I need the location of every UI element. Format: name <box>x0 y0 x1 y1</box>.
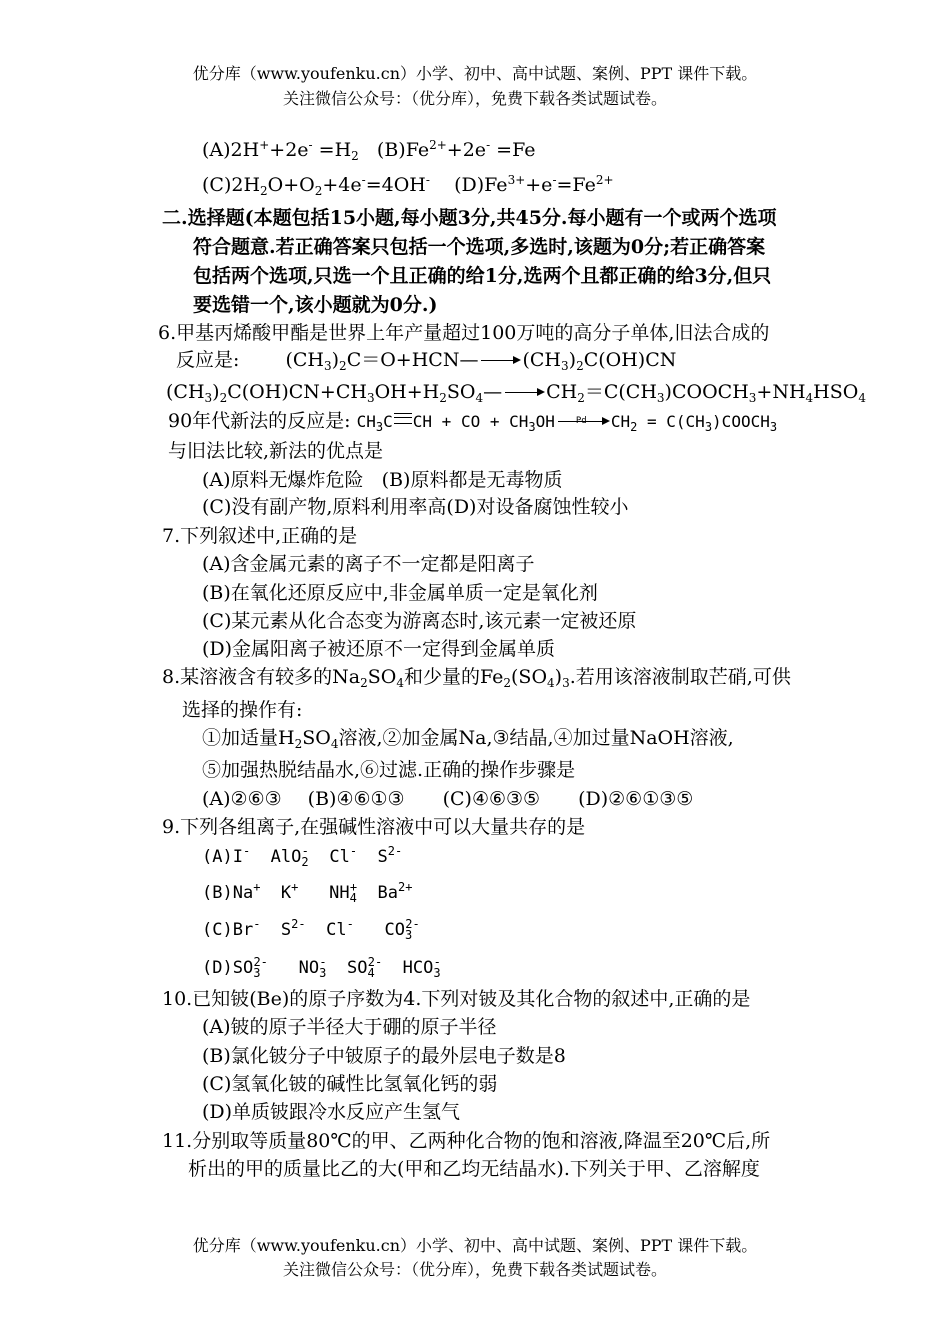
q9-option-a-label: (A) <box>202 847 233 867</box>
reaction-arrow-icon <box>505 392 543 393</box>
q8-stem-part-3: .若用该溶液制取芒硝,可供 <box>569 666 791 688</box>
q9-option-c: (C)Br- $S^{2-}$ Cl- $CO_3^{2-}$ <box>202 917 420 942</box>
q5-option-row-cd <box>202 172 614 198</box>
q9-option-a: (A)I- AlO$_2$- Cl- $S^{2-}$ <box>202 844 403 869</box>
q7-option-b: (B)在氧化还原反应中,非金属单质一定是氧化剂 <box>202 582 598 604</box>
q8-options <box>202 786 693 812</box>
q8-operations-1a: ①加适量 <box>202 727 279 749</box>
q8-stem-part-2: 和少量的 <box>403 666 480 688</box>
q6-option-row-cd <box>202 494 628 520</box>
q5-option-a: $(A)2H^++2e^- =H_2$ <box>202 138 359 163</box>
q6-option-d: (D)对设备腐蚀性较小 <box>446 496 629 518</box>
q5-option-b: $(B)Fe^{2+}+2e^- =Fe$ <box>376 138 536 161</box>
q9-option-d: $(D)SO_3^{2-}$ $NO_3^-$ $SO_4^{2-}$ $HCO_3^-$ <box>202 955 441 980</box>
q8-option-a: (A)②⑥③ <box>202 788 282 810</box>
q7-stem: 7.下列叙述中,正确的是 <box>162 525 358 547</box>
q5-option-c: $(C)2H_2O+O_2+4e^-=4OH^-$ <box>202 173 430 198</box>
q11-stem-2: 析出的甲的质量比乙的大(甲和乙均无结晶水).下列关于甲、乙溶解度 <box>188 1158 760 1180</box>
q10-option-d: (D)单质铍跟冷水反应产生氢气 <box>202 1101 461 1123</box>
catalyst-arrow-icon <box>558 416 608 426</box>
section-2-instructions-1: 二.选择题(本题包括15小题,每小题3分,共45分.每小题有一个或两个选项 <box>162 207 777 229</box>
q8-operations-1b: 溶液,②加金属Na,③结晶,④加过量NaOH溶液, <box>338 727 734 749</box>
q10-option-b: (B)氯化铍分子中铍原子的最外层电子数是8 <box>202 1045 566 1067</box>
q8-operations-2: ⑤加强热脱结晶水,⑥过滤.正确的操作步骤是 <box>202 759 576 781</box>
q6-new-label: 90年代新法的反应是: <box>168 410 351 432</box>
q5-option-row-ab <box>202 137 535 163</box>
q9-stem: 9.下列各组离子,在强碱性溶液中可以大量共存的是 <box>162 816 586 838</box>
q6-new-reaction: 90年代新法的反应是: $CH_3C$ CH + CO + $CH_3OH$ Pd $CH_2$ = $C(CH_3)COOCH_3$ <box>168 410 778 434</box>
q10-option-a: (A)铍的原子半径大于硼的原子半径 <box>202 1016 497 1038</box>
q6-old-label: 反应是: <box>176 349 240 371</box>
footer-line-2: 关注微信公众号：（优分库），免费下载各类试题试卷。 <box>282 1260 667 1279</box>
q9-option-c-label: (C) <box>202 920 233 940</box>
q7-option-c: (C)某元素从化合态变为游离态时,该元素一定被还原 <box>202 610 637 632</box>
footer-line-1: 优分库（www.youfenku.cn）小学、初中、高中试题、案例、PPT 课件下载。 <box>192 1236 758 1255</box>
section-2-instructions-2: 符合题意.若正确答案只包括一个选项,多选时,该题为0分;若正确答案 <box>193 236 766 258</box>
q6-stem: 6.甲基丙烯酸甲酯是世界上年产量超过100万吨的高分子单体,旧法合成的 <box>158 322 770 344</box>
section-2-instructions-4: 要选错一个,该小题就为0分.) <box>193 294 438 316</box>
q7-option-d: (D)金属阳离子被还原不一定得到金属单质 <box>202 638 556 660</box>
q6-option-row-ab <box>202 467 562 493</box>
q8-stem-part-1: 8.某溶液含有较多的 <box>162 666 333 688</box>
q6-compare: 与旧法比较,新法的优点是 <box>168 440 384 462</box>
q5-option-d: $(D)Fe^{3+}+e^-=Fe^{2+}$ <box>454 173 614 196</box>
q8-option-c: (C)④⑥③⑤ <box>442 788 541 810</box>
triple-bond-icon <box>394 413 412 424</box>
q8-stem-2: 选择的操作有: <box>182 699 303 721</box>
q9-option-b: (B)Na+ K+ $NH_4^+$ $Ba^{2+}$ <box>202 880 413 905</box>
q10-option-c: (C)氢氧化铍的碱性比氢氧化钙的弱 <box>202 1073 498 1095</box>
header-line-1: 优分库（www.youfenku.cn）小学、初中、高中试题、案例、PPT 课件下载。 <box>192 64 758 83</box>
q9-option-d-label: (D) <box>202 958 233 978</box>
reaction-arrow-icon <box>481 360 519 361</box>
q6-old-reaction-2: $(CH_3)_2C(OH)CN+CH_3OH+H_2SO_4—$ $CH_2=C(CH_3)COOCH_3+NH_4HSO_4$ <box>166 381 866 405</box>
q8-option-d: (D)②⑥①③⑤ <box>578 788 694 810</box>
q6-old-reaction-1: 反应是: $(CH_3)_2C=O+HCN—$ $(CH_3)_2C(OH)CN$ <box>176 349 677 373</box>
q6-option-b: (B)原料都是无毒物质 <box>381 469 563 491</box>
q6-option-a: (A)原料无爆炸危险 <box>202 469 364 491</box>
q8-operations-1: ①加适量$H_2SO_4$溶液,②加金属Na,③结晶,④加过量NaOH溶液, <box>202 727 734 751</box>
q9-option-b-label: (B) <box>202 883 233 903</box>
q6-option-c: (C)没有副产物,原料利用率高 <box>202 496 447 518</box>
catalyst-label: Pd <box>575 416 587 426</box>
q10-stem: 10.已知铍(Be)的原子序数为4.下列对铍及其化合物的叙述中,正确的是 <box>162 988 751 1010</box>
header-line-2: 关注微信公众号：（优分库），免费下载各类试题试卷。 <box>282 89 667 108</box>
q8-stem: 8.某溶液含有较多的$Na_2SO_4$和少量的$Fe_2(SO_4)_3$.若用该溶液制取芒硝,可供 <box>162 666 791 690</box>
q7-option-a: (A)含金属元素的离子不一定都是阳离子 <box>202 553 535 575</box>
q8-option-b: (B)④⑥①③ <box>307 788 405 810</box>
section-2-instructions-3: 包括两个选项,只选一个且正确的给1分,选两个且都正确的给3分,但只 <box>193 265 772 287</box>
q11-stem-1: 11.分别取等质量80℃的甲、乙两种化合物的饱和溶液,降温至20℃后,所 <box>162 1130 771 1152</box>
